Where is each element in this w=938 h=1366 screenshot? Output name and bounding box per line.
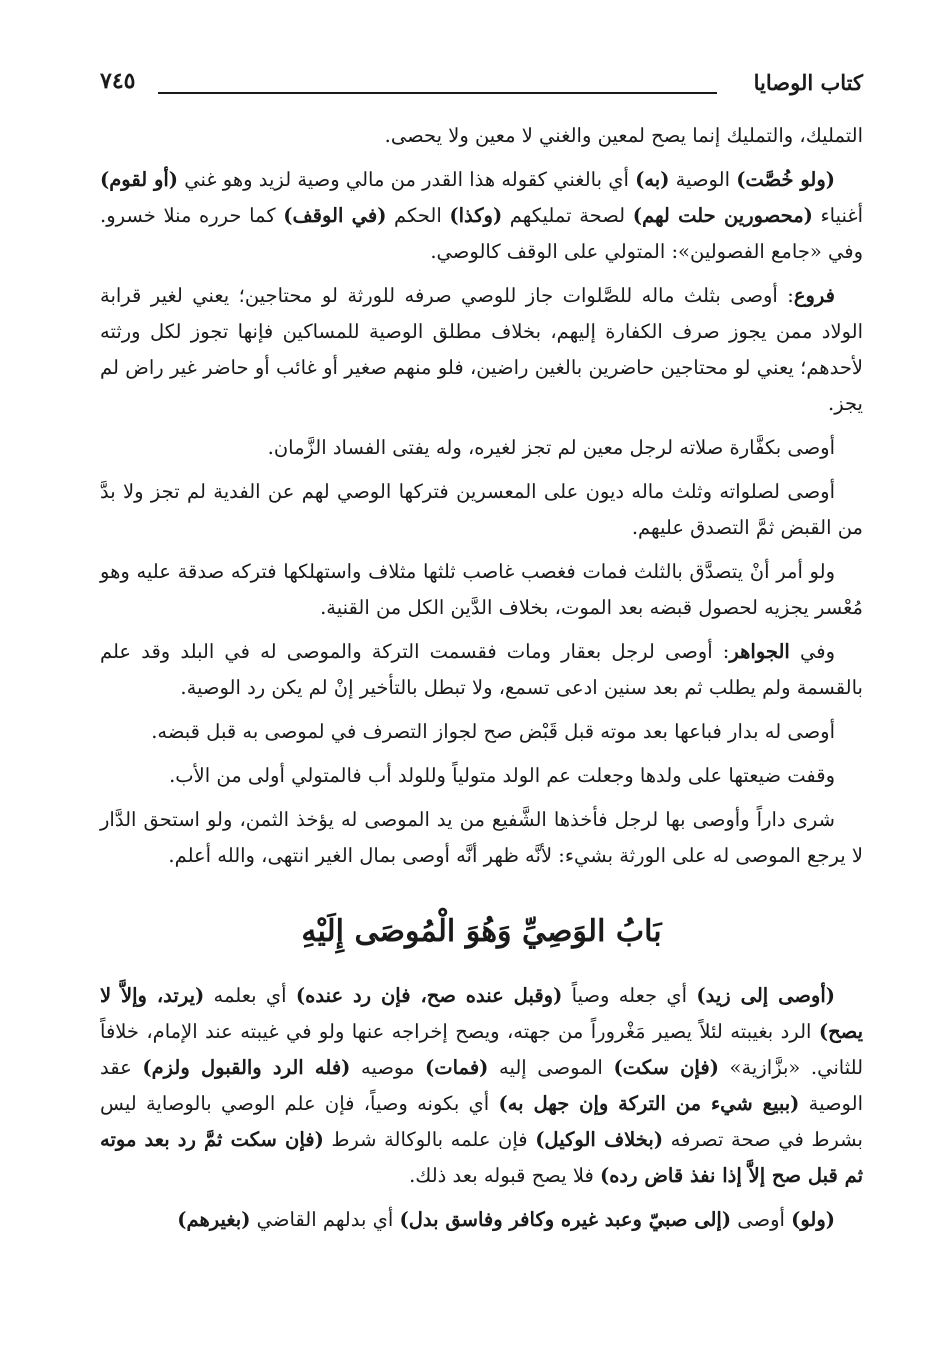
- text-segment: فإن علمه بالوكالة شرط: [323, 1128, 536, 1151]
- paragraph: [100, 802, 863, 874]
- text-segment: : أوصى لرجل بعقار ومات فقسمت التركة والموصى له في البلد وقد علم بالقسمة ولم يطلب ثم بعد سنين ادعى تسمع، ولا تبطل بالتأخير إنْ لم يكن رد الوصية.: [100, 640, 863, 699]
- text-segment: أي بالغني كقوله هذا القدر من مالي وصية لزيد وهو غني: [178, 168, 636, 191]
- paragraph: [100, 430, 863, 466]
- text-segment: أوصى بكفَّارة صلاته لرجل معين لم تجز لغيره، وله يفتى الفساد الزَّمان.: [267, 436, 835, 459]
- bold-text-segment: (محصورين حلت لهم): [632, 204, 813, 227]
- bold-text-segment: الجواهر: [729, 640, 790, 663]
- text-segment: أي بدلهم القاضي: [250, 1208, 400, 1231]
- paragraph: [100, 758, 863, 794]
- text-segment: أوصى له بدار فباعها بعد موته قبل قَبْض صح لجواز التصرف في لموصى به قبل قبضه.: [151, 720, 835, 743]
- paragraph: [100, 118, 863, 154]
- text-segment: الوصية: [669, 168, 737, 191]
- bold-text-segment: (به): [635, 168, 670, 191]
- bold-text-segment: (أو لقوم): [100, 168, 179, 191]
- paragraph-list: [100, 118, 863, 874]
- text-segment: أوصى لصلواته وثلث ماله ديون على المعسرين فتركها الوصي لهم عن الفدية لم تجز ولا بدَّ من القبض ثمَّ التصدق عليهم.: [100, 480, 863, 539]
- bold-text-segment: (إلى صبيّ وعبد غيره وكافر وفاسق بدل): [399, 1208, 732, 1231]
- paragraph: [100, 162, 863, 270]
- bold-text-segment: (فمات): [425, 1056, 489, 1079]
- bold-text-segment: (فإن سكت ثمَّ رد بعد موته ثم قبل صح إلاَّ إذا نفذ قاض رده): [100, 1128, 863, 1187]
- paragraph: [100, 714, 863, 750]
- chapter-heading: بَابُ الوَصِيِّ وَهُوَ الْمُوصَى إِلَيْهِ: [301, 914, 662, 949]
- text-segment: شرى داراً وأوصى بها لرجل فأخذها الشَّفيع من يد الموصى له يؤخذ الثمن، ولو استحق الدَّار لا يرجع الموصى له على الورثة بشيء: لأنَّه ظهر أنَّه أوصى بمال الغير انتهى، والله أعلم.: [100, 808, 863, 867]
- page-number: ٧٤٥: [100, 68, 136, 94]
- text-segment: أغنياء: [812, 204, 864, 227]
- text-segment: الموصى إليه: [488, 1056, 614, 1079]
- paragraph: [100, 634, 863, 706]
- text-segment: الحكم: [386, 204, 450, 227]
- bold-text-segment: (بخلاف الوكيل): [535, 1128, 664, 1151]
- paragraph: [100, 474, 863, 546]
- bold-text-segment: فروع: [793, 284, 835, 307]
- body-text: [100, 118, 863, 1246]
- paragraph: [100, 978, 863, 1194]
- bold-text-segment: (أوصى إلى زيد): [696, 984, 835, 1007]
- paragraph: [100, 554, 863, 626]
- running-title: كتاب الوصايا: [753, 70, 863, 95]
- text-segment: أوصى: [731, 1208, 792, 1231]
- text-segment: أي بعلمه: [204, 984, 296, 1007]
- text-segment: لصحة تمليكهم: [502, 204, 633, 227]
- text-segment: : أوصى بثلث ماله للصَّلوات جاز للوصي صرفه للورثة لو محتاجين؛ يعني لغير قرابة الولاد ممن يجوز صرف الكفارة إليهم، بخلاف مطلق الوصية للمساكين فإنها تجوز لكل ورثته لأحدهم؛ يعني لو محتاجين حاضرين بالغين راضين، فلو منهم صغير أو غائب أو حاضر غير راض لم يجز.: [100, 284, 863, 415]
- page-header: [100, 66, 863, 106]
- bold-text-segment: (ببيع شيء من التركة وإن جهل به): [498, 1092, 800, 1115]
- text-segment: ولو أمر أنْ يتصدَّق بالثلث فمات فغصب غاصب ثلثها مثلاف واستهلكها فتركه صدقة عليه وهو مُعْسر يجزيه لحصول قبضه بعد الموت، بخلاف الدَّين الكل من القنية.: [100, 560, 863, 619]
- text-segment: فلا يصح قبوله بعد ذلك.: [409, 1164, 600, 1187]
- text-segment: الرد بغيبته لئلاً يصير مَغْروراً من جهته، ويصح إخراجه عنها ولو في غيبته عند الإمام، خلافاً للثاني. «بزَّازية»: [100, 1020, 864, 1079]
- text-segment: أي بكونه وصياً، فإن علم الوصي بالوصاية ليس بشرط في صحة تصرفه: [100, 1092, 863, 1151]
- bold-text-segment: (فله الرد والقبول ولزم): [142, 1056, 351, 1079]
- text-segment: التمليك، والتمليك إنما يصح لمعين والغني لا معين ولا يحصى.: [384, 124, 863, 147]
- text-segment: كما حرره منلا خسرو. وفي «جامع الفصولين»: المتولي على الوقف كالوصي.: [100, 204, 863, 263]
- text-segment: موصيه: [350, 1056, 426, 1079]
- text-segment: عقد الوصية: [100, 1056, 863, 1115]
- paragraph: [100, 278, 863, 422]
- chapter-paragraph-list: [100, 978, 863, 1238]
- bold-text-segment: (ولو): [791, 1208, 835, 1231]
- text-segment: وقفت ضيعتها على ولدها وجعلت عم الولد متولياً وللولد أب فالمتولي أولى من الأب.: [169, 764, 835, 787]
- bold-text-segment: (فإن سكت): [613, 1056, 719, 1079]
- bold-text-segment: (وقبل عنده صح، فإن رد عنده): [295, 984, 563, 1007]
- paragraph: [100, 1202, 863, 1238]
- bold-text-segment: (ولو خُصَّت): [736, 168, 835, 191]
- bold-text-segment: (وكذا): [449, 204, 503, 227]
- bold-text-segment: (في الوقف): [283, 204, 387, 227]
- header-rule: [158, 92, 717, 94]
- text-segment: وفي: [789, 640, 835, 663]
- bold-text-segment: (يرتد، وإلاَّ لا يصح): [100, 984, 863, 1043]
- text-segment: أي جعله وصياً: [562, 984, 697, 1007]
- bold-text-segment: (بغيرهم): [177, 1208, 251, 1231]
